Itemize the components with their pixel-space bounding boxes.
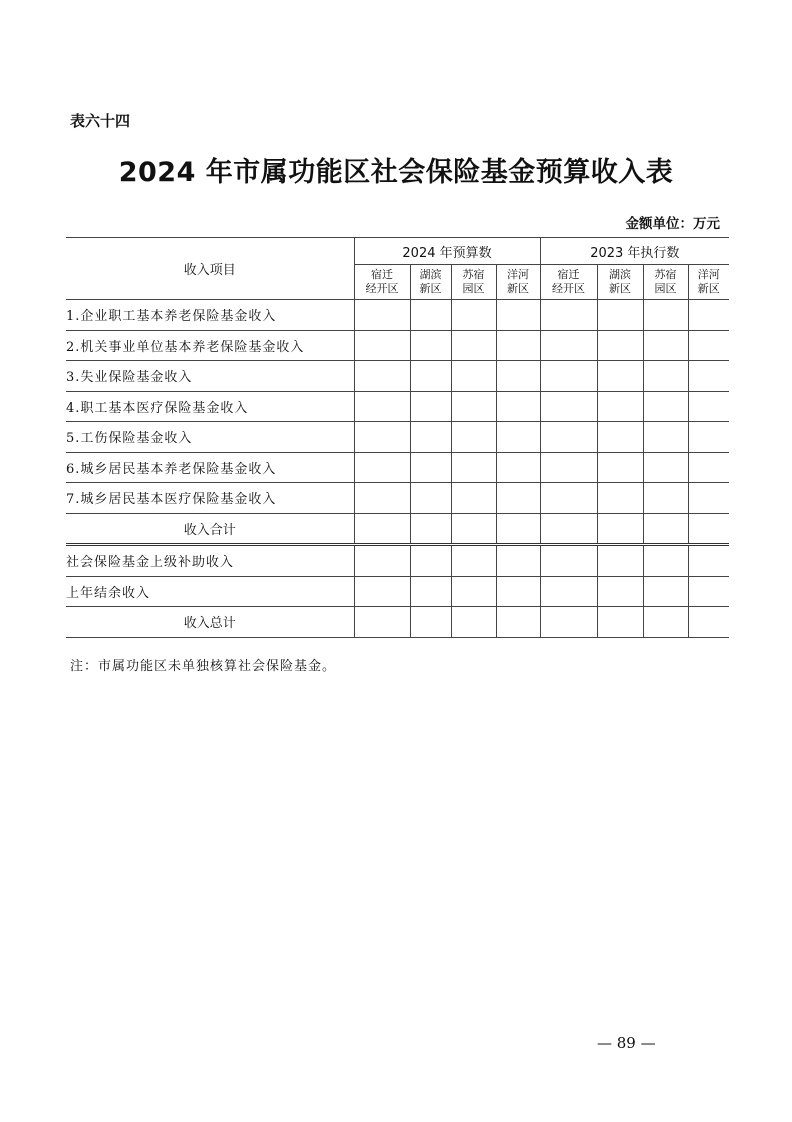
value-cell	[496, 452, 540, 483]
value-cell	[496, 513, 540, 545]
value-cell	[451, 483, 496, 514]
row-label: 2.机关事业单位基本养老保险基金收入	[66, 330, 354, 361]
zone-line: 园区	[654, 282, 677, 295]
header-zone-susu-yuanqu	[643, 265, 688, 300]
zone-line: 苏宿	[462, 268, 485, 281]
value-cell	[354, 452, 410, 483]
value-cell	[688, 607, 729, 638]
page-title: 2024 年市属功能区社会保险基金预算收入表	[118, 157, 674, 188]
value-cell	[597, 422, 643, 453]
table-row-total	[66, 513, 729, 545]
value-cell	[643, 300, 688, 331]
value-cell	[688, 513, 729, 545]
zone-line: 新区	[609, 282, 632, 295]
zone-line: 经开区	[365, 282, 399, 295]
value-cell	[540, 330, 597, 361]
table-row	[66, 361, 729, 392]
value-cell	[410, 483, 451, 514]
header-row-groups	[66, 238, 729, 265]
value-cell	[597, 607, 643, 638]
zone-line: 宿迁	[557, 268, 580, 281]
header-zone-yanghe-xinqu	[688, 265, 729, 300]
value-cell	[410, 361, 451, 392]
value-cell	[597, 330, 643, 361]
value-cell	[410, 545, 451, 577]
row-label: 5.工伤保险基金收入	[66, 422, 354, 453]
value-cell	[354, 576, 410, 607]
value-cell	[540, 422, 597, 453]
row-label: 收入总计	[66, 607, 354, 638]
value-cell	[496, 300, 540, 331]
value-cell	[643, 545, 688, 577]
value-cell	[643, 607, 688, 638]
value-cell	[496, 361, 540, 392]
zone-line: 园区	[462, 282, 485, 295]
header-zone-suqian-kaifaqu	[540, 265, 597, 300]
value-cell	[354, 330, 410, 361]
value-cell	[597, 452, 643, 483]
header-group-2023-actual: 2023 年执行数	[540, 238, 729, 265]
header-zone-hubin-xinqu	[597, 265, 643, 300]
value-cell	[643, 422, 688, 453]
value-cell	[354, 607, 410, 638]
value-cell	[597, 545, 643, 577]
value-cell	[597, 391, 643, 422]
value-cell	[496, 483, 540, 514]
value-cell	[410, 422, 451, 453]
header-zone-yanghe-xinqu	[496, 265, 540, 300]
value-cell	[354, 513, 410, 545]
zone-line: 湖滨	[609, 268, 632, 281]
table-body	[66, 300, 729, 638]
value-cell	[643, 452, 688, 483]
value-cell	[643, 576, 688, 607]
value-cell	[643, 391, 688, 422]
value-cell	[496, 330, 540, 361]
header-group-2024-budget: 2024 年预算数	[354, 238, 540, 265]
value-cell	[540, 513, 597, 545]
value-cell	[410, 300, 451, 331]
value-cell	[688, 576, 729, 607]
zone-line: 湖滨	[419, 268, 442, 281]
page-number: — 89 —	[597, 1034, 656, 1052]
value-cell	[597, 361, 643, 392]
value-cell	[451, 422, 496, 453]
value-cell	[597, 300, 643, 331]
row-label: 上年结余收入	[66, 576, 354, 607]
row-label: 7.城乡居民基本医疗保险基金收入	[66, 483, 354, 514]
table-row	[66, 483, 729, 514]
zone-line: 苏宿	[654, 268, 677, 281]
row-label: 社会保险基金上级补助收入	[66, 545, 354, 577]
unit-note: 金额单位：万元	[625, 216, 720, 232]
table-row	[66, 545, 729, 577]
table-row	[66, 422, 729, 453]
table-row	[66, 452, 729, 483]
header-zone-hubin-xinqu	[410, 265, 451, 300]
budget-table	[66, 237, 729, 638]
table-row	[66, 576, 729, 607]
value-cell	[688, 330, 729, 361]
table-row-total	[66, 607, 729, 638]
value-cell	[451, 607, 496, 638]
value-cell	[410, 391, 451, 422]
value-cell	[410, 452, 451, 483]
value-cell	[496, 576, 540, 607]
table-row	[66, 300, 729, 331]
header-zone-susu-yuanqu	[451, 265, 496, 300]
value-cell	[540, 452, 597, 483]
value-cell	[540, 483, 597, 514]
value-cell	[688, 483, 729, 514]
value-cell	[540, 361, 597, 392]
value-cell	[688, 452, 729, 483]
value-cell	[410, 513, 451, 545]
value-cell	[540, 545, 597, 577]
value-cell	[354, 422, 410, 453]
value-cell	[496, 545, 540, 577]
value-cell	[688, 300, 729, 331]
value-cell	[688, 391, 729, 422]
value-cell	[540, 576, 597, 607]
header-item-column: 收入项目	[66, 238, 354, 300]
value-cell	[540, 300, 597, 331]
value-cell	[688, 545, 729, 577]
value-cell	[597, 513, 643, 545]
zone-line: 宿迁	[371, 268, 393, 281]
value-cell	[410, 607, 451, 638]
value-cell	[496, 422, 540, 453]
value-cell	[354, 300, 410, 331]
zone-line: 新区	[697, 282, 720, 295]
value-cell	[451, 576, 496, 607]
value-cell	[688, 361, 729, 392]
zone-line: 新区	[419, 282, 442, 295]
value-cell	[540, 391, 597, 422]
value-cell	[496, 607, 540, 638]
value-cell	[354, 545, 410, 577]
value-cell	[451, 513, 496, 545]
value-cell	[410, 576, 451, 607]
table-row	[66, 330, 729, 361]
row-label: 3.失业保险基金收入	[66, 361, 354, 392]
value-cell	[451, 300, 496, 331]
value-cell	[451, 452, 496, 483]
zone-line: 经开区	[552, 282, 586, 295]
value-cell	[354, 391, 410, 422]
table-label: 表六十四	[70, 112, 131, 130]
header-zone-suqian-kaifaqu	[354, 265, 410, 300]
value-cell	[451, 361, 496, 392]
value-cell	[688, 422, 729, 453]
table-row	[66, 391, 729, 422]
value-cell	[451, 545, 496, 577]
value-cell	[643, 361, 688, 392]
row-label: 6.城乡居民基本养老保险基金收入	[66, 452, 354, 483]
value-cell	[643, 513, 688, 545]
value-cell	[496, 391, 540, 422]
zone-line: 洋河	[507, 268, 530, 281]
value-cell	[451, 391, 496, 422]
row-label: 4.职工基本医疗保险基金收入	[66, 391, 354, 422]
value-cell	[354, 361, 410, 392]
zone-line: 新区	[507, 282, 530, 295]
value-cell	[597, 483, 643, 514]
row-label: 1.企业职工基本养老保险基金收入	[66, 300, 354, 331]
zone-line: 洋河	[697, 268, 720, 281]
value-cell	[597, 576, 643, 607]
value-cell	[410, 330, 451, 361]
value-cell	[643, 330, 688, 361]
value-cell	[540, 607, 597, 638]
row-label: 收入合计	[66, 513, 354, 545]
value-cell	[643, 483, 688, 514]
footnote: 注：市属功能区未单独核算社会保险基金。	[70, 659, 337, 674]
value-cell	[451, 330, 496, 361]
value-cell	[354, 483, 410, 514]
